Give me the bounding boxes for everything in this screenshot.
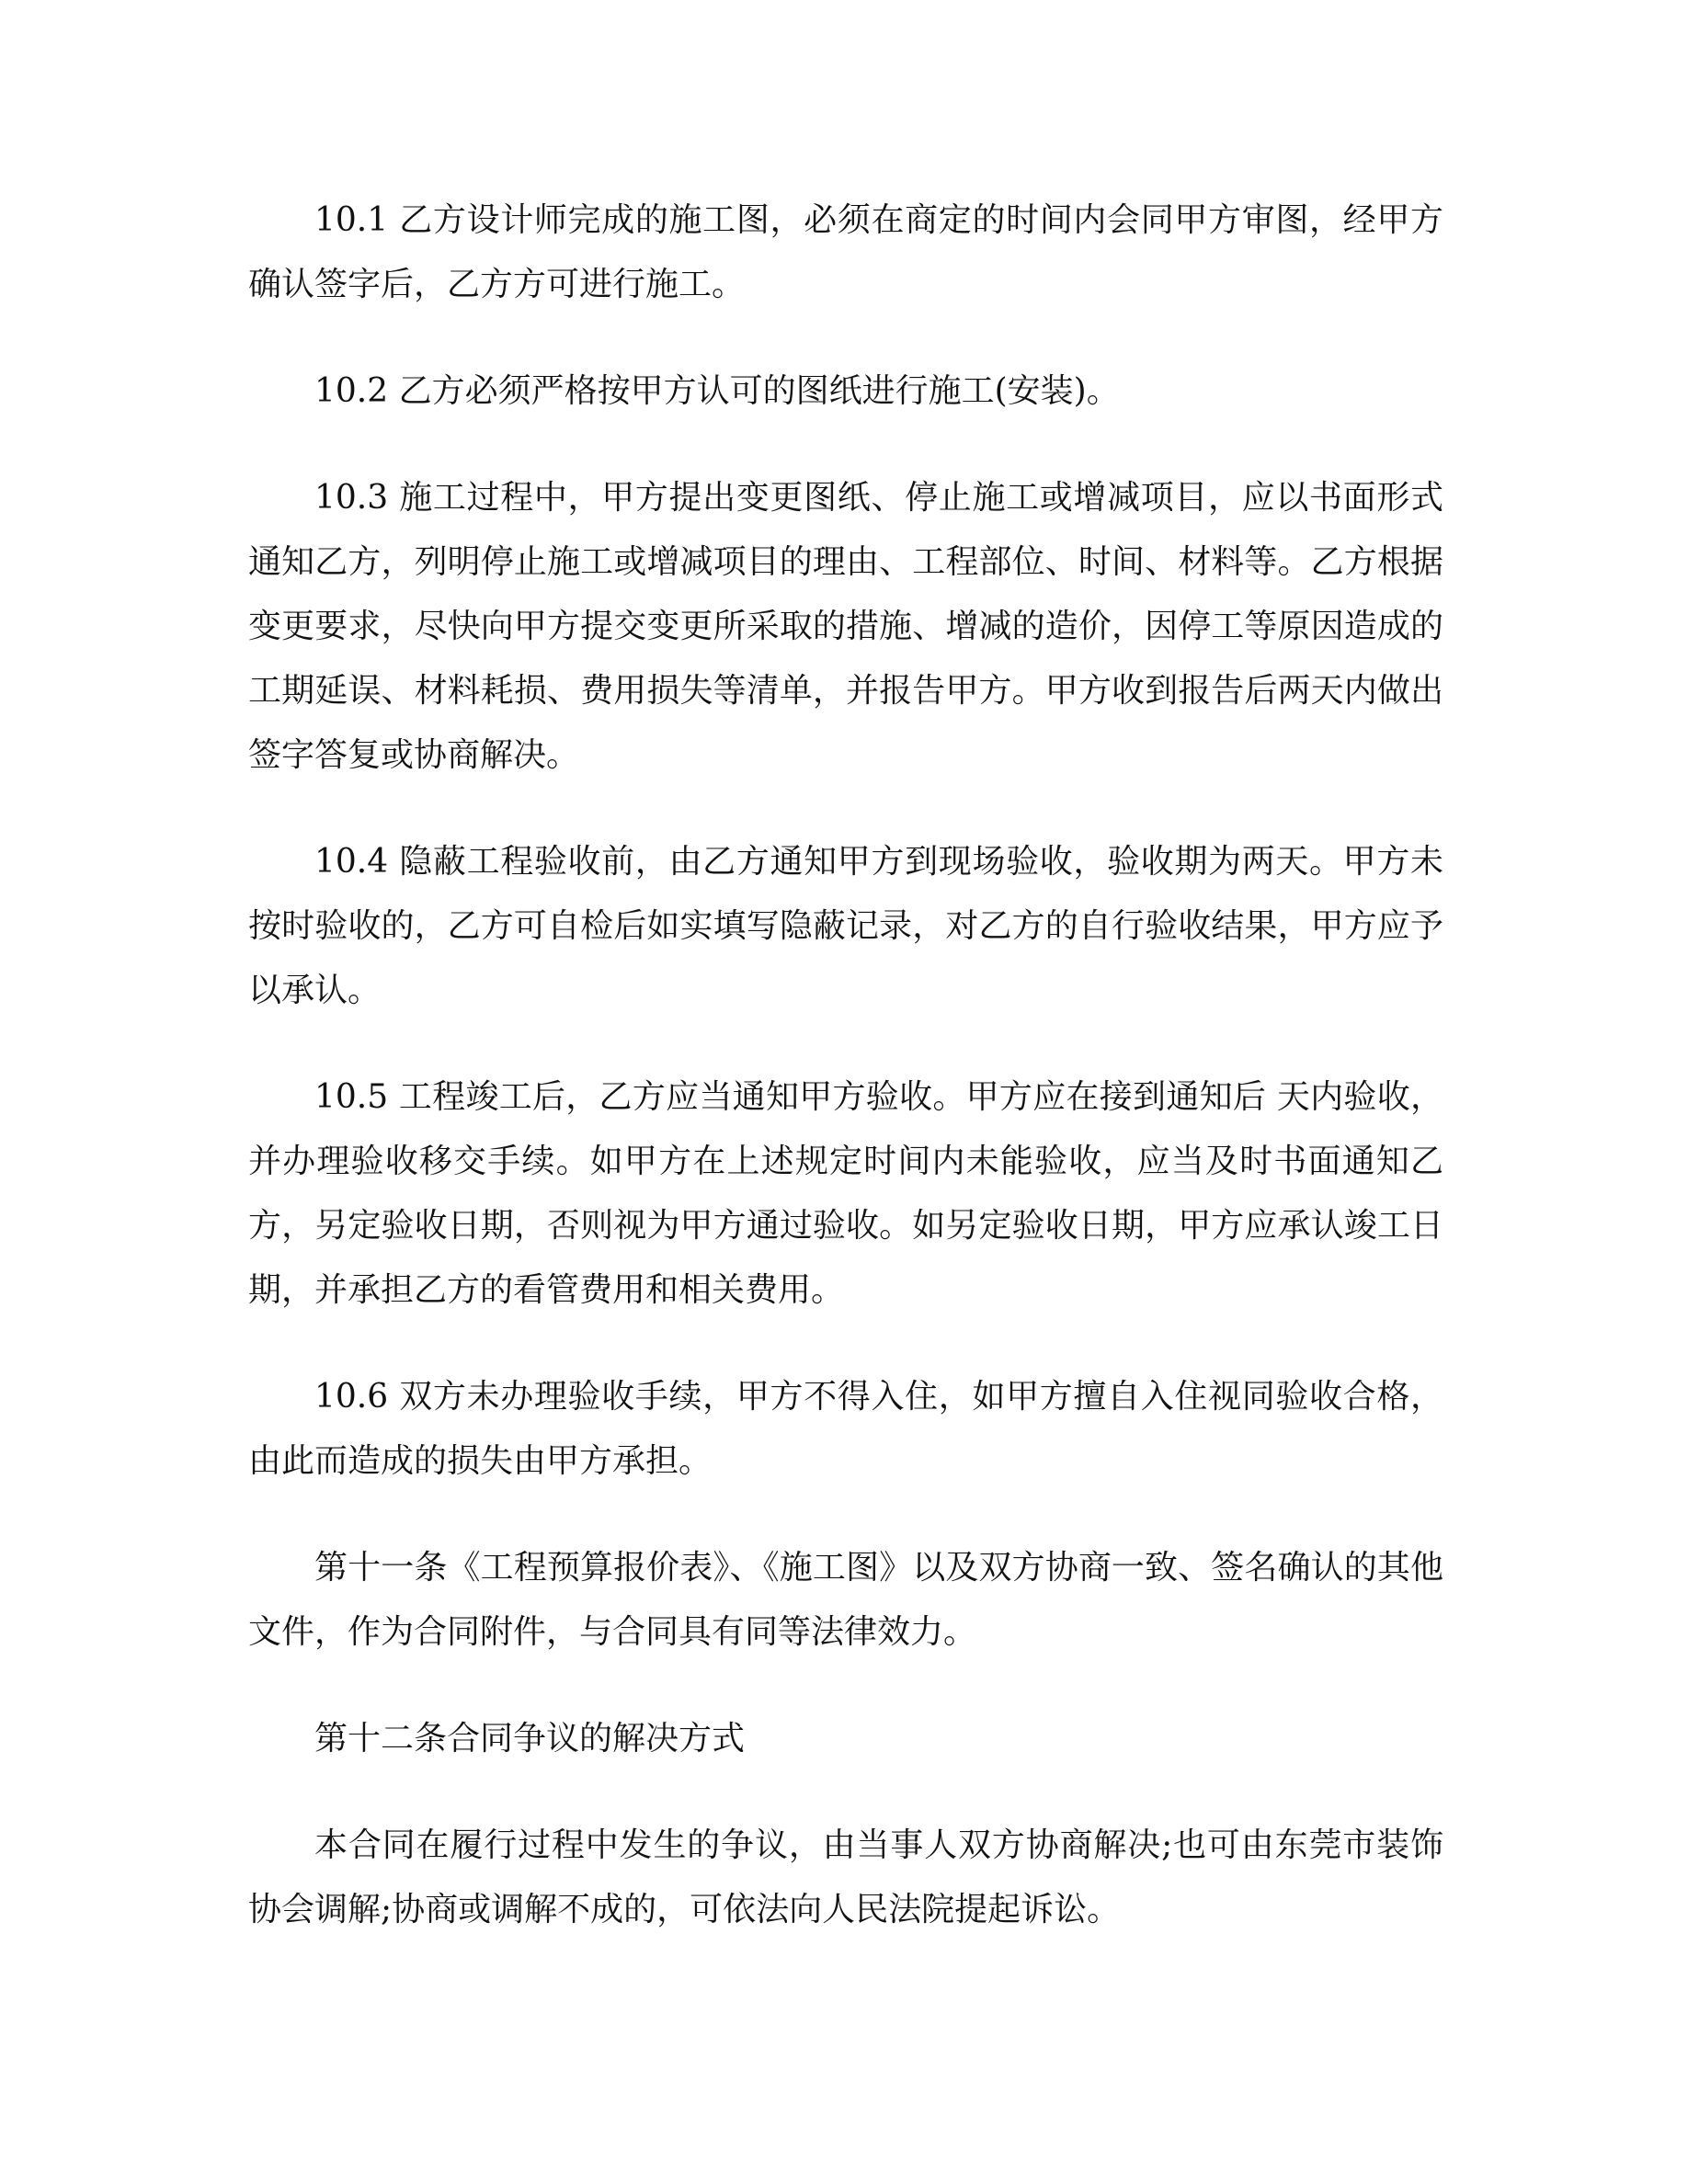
clause-10-2: 10.2 乙方必须严格按甲方认可的图纸进行施工(安装)。	[314, 372, 1120, 410]
clause-10-1: 10.1 乙方设计师完成的施工图，必须在商定的时间内会同甲方审图，经甲方确认签字后，乙方方可进行施工。	[248, 201, 1443, 303]
article-11: 第十一条《工程预算报价表》、《施工图》以及双方协商一致、签名确认的其他文件，作为合同附件，与合同具有同等法律效力。	[248, 1549, 1443, 1651]
clause-10-3: 10.3 施工过程中，甲方提出变更图纸、停止施工或增减项目，应以书面形式通知乙方，列明停止施工或增减项目的理由、工程部位、时间、材料等。乙方根据变更要求，尽快向甲方提交变更所采取的措施、增减的造价，因停工等原因造成的工期延误、材料耗损、费用损失等清单，并报告甲方。甲方收到报告后两天内做出签字答复或协商解决。	[248, 479, 1443, 774]
article-12-body: 本合同在履行过程中发生的争议，由当事人双方协商解决;也可由东莞市装饰协会调解;协商或调解不成的，可依法向人民法院提起诉讼。	[248, 1826, 1443, 1928]
document-body	[248, 188, 1443, 1985]
clause-10-5: 10.5 工程竣工后，乙方应当通知甲方验收。甲方应在接到通知后 天内验收，并办理验收移交手续。如甲方在上述规定时间内未能验收，应当及时书面通知乙方，另定验收日期，否则视为甲方通过验收。如另定验收日期，甲方应承认竣工日期，并承担乙方的看管费用和相关费用。	[248, 1078, 1443, 1309]
clause-10-4: 10.4 隐蔽工程验收前，由乙方通知甲方到现场验收，验收期为两天。甲方未按时验收的，乙方可自检后如实填写隐蔽记录，对乙方的自行验收结果，甲方应予以承认。	[248, 843, 1443, 1009]
article-12-heading: 第十二条合同争议的解决方式	[314, 1720, 746, 1757]
clause-10-6: 10.6 双方未办理验收手续，甲方不得入住，如甲方擅自入住视同验收合格，由此而造成的损失由甲方承担。	[248, 1378, 1443, 1480]
